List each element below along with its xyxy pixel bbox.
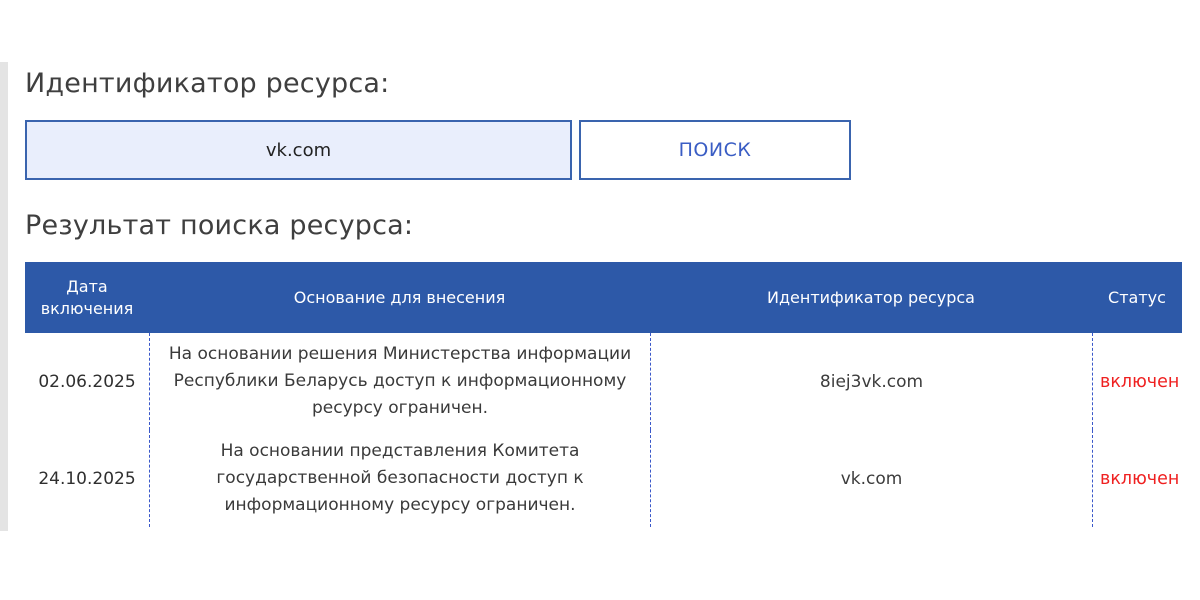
table-body: [25, 333, 1182, 527]
column-header-date: Дата включения: [40, 276, 134, 318]
resource-identifier-input[interactable]: [25, 120, 572, 180]
cell-status: включен: [1092, 333, 1182, 430]
page-edge-strip: [0, 62, 8, 531]
results-section-title: Результат поиска ресурса:: [25, 210, 414, 241]
cell-identifier: vk.com: [650, 430, 1092, 527]
table-row: [25, 430, 1182, 527]
results-table: [25, 262, 1182, 527]
column-header-status: Статус: [1108, 287, 1166, 307]
cell-status: включен: [1092, 430, 1182, 527]
column-header-identifier: Идентификатор ресурса: [767, 287, 975, 307]
cell-identifier: 8iej3vk.com: [650, 333, 1092, 430]
search-section-title: Идентификатор ресурса:: [25, 68, 390, 99]
cell-reason: [149, 333, 650, 430]
cell-date: 24.10.2025: [38, 468, 136, 489]
reason-text: На основании представления Комитета государственной безопасности доступ к информационному ресурсу ограничен.: [216, 441, 584, 515]
reason-text: На основании решения Министерства информации Республики Беларусь доступ к информационному ресурсу ограничен.: [168, 344, 632, 418]
column-header-reason: Основание для внесения: [293, 287, 506, 307]
cell-reason: [149, 430, 650, 527]
search-row: [25, 120, 851, 180]
table-header-row: [25, 262, 1182, 333]
search-button[interactable]: ПОИСК: [579, 120, 851, 180]
table-row: [25, 333, 1182, 430]
cell-date: 02.06.2025: [38, 371, 136, 392]
